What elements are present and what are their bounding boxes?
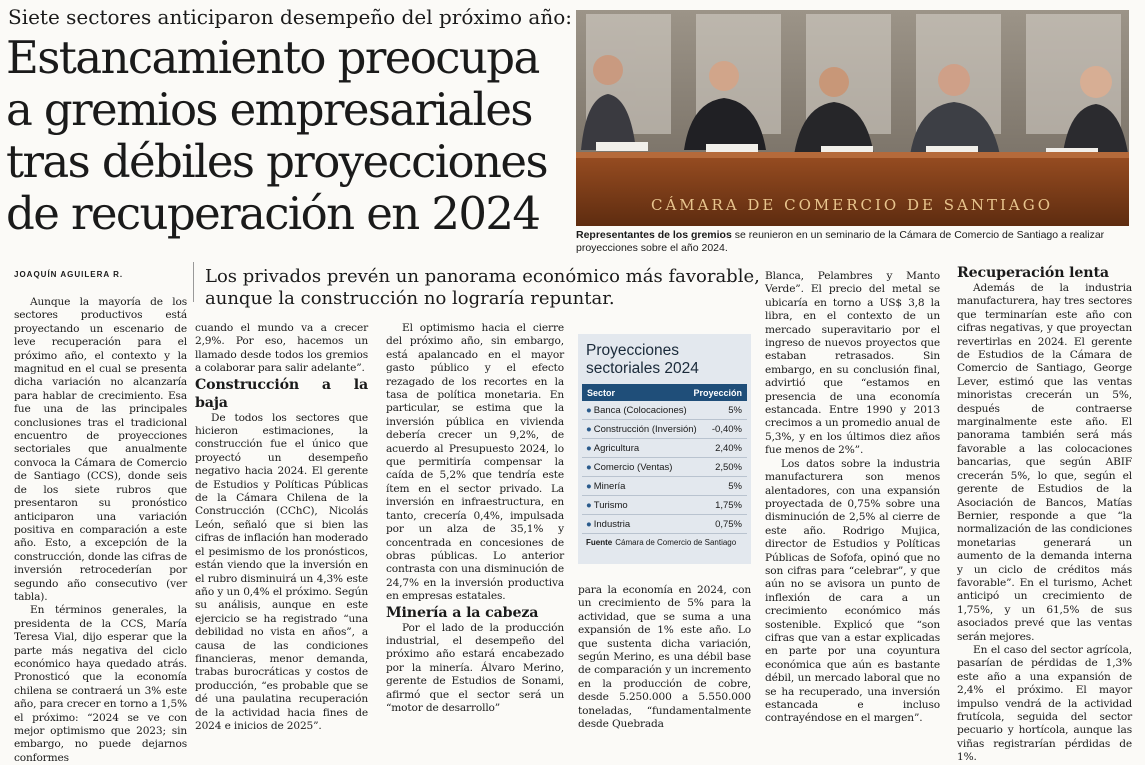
deck-divider bbox=[193, 262, 194, 302]
paragraph: En términos generales, la presidenta de la CCS, María Teresa Vial, dijo esperar que la parte más negativa del ciclo económico haya quedado atrás. Pronosticó que la economía chilena se contraerá un 3% este año, para crecer en torno a 1,5% el próximo: “2024 se ve con mejor optimismo que 2023; sin embargo, no puede dejarnos conformes bbox=[14, 604, 187, 764]
row-value: -0,40% bbox=[711, 423, 742, 435]
projections-table bbox=[578, 334, 751, 564]
column-2 bbox=[195, 322, 368, 733]
table-row bbox=[582, 401, 747, 420]
bullet-icon: ● bbox=[586, 461, 592, 473]
row-sector: Comercio (Ventas) bbox=[593, 461, 673, 473]
row-sector: Banca (Colocaciones) bbox=[593, 404, 687, 416]
paragraph: para la economía en 2024, con un crecimiento de 5% para la actividad, que se suma a una expansión de 1% este año. Lo que sustenta dicha variación, según Merino, es una débil base de comparación y un incremento en la producción de cobre, desde 5.250.000 a 5.550.000 toneladas, “fundamentalmente desde Quebrada bbox=[578, 584, 751, 731]
paragraph: El optimismo hacia el cierre del próximo año, sin embargo, está apalancado en el mayor gasto público y el efecto rezagado de los recortes en la tasa de política monetaria. En particular, se estima que la inversión pública en vivienda debería crecer un 9,2%, de acuerdo al Presupuesto 2024, lo que permitiría compensar la caída de 5,2% que tendría este ítem en el sector privado. La inversión en infraestructura, en tanto, crecería 0,4%, impulsada por un alza de 35,1% y concentrada en concesiones de obras públicas. Lo anterior contrasta con una disminución de 24,7% en la inversión productiva en empresas estatales. bbox=[386, 322, 564, 603]
source-text: Cámara de Comercio de Santiago bbox=[615, 538, 737, 547]
article-photo bbox=[576, 10, 1129, 226]
paragraph: De todos los sectores que hicieron estimaciones, la construcción fue el único que proyectó un desempeño negativo hacia 2024. El gerente de Estudios y Políticas Públicas de la Cámara Chilena de la Construcción (CChC), Nicolás León, señaló que si bien las cifras de inflación han moderado el pesimismo de los pronósticos, están viendo que la inversión en el rubro disminuirá un 4,3% este año y un 0,4% el próximo. Según su análisis, aunque en este ejercicio se ha registrado “una debilidad no vista en años”, a causa de las condiciones financieras, menor demanda, trabas burocráticas y costos de producción, “es probable que se dé una paulatina recuperación de la actividad hacia fines de 2024 e inicios de 2025”. bbox=[195, 411, 368, 732]
row-value: 5% bbox=[728, 480, 742, 492]
column-5 bbox=[765, 270, 940, 726]
table-title: Proyecciones sectoriales 2024 bbox=[586, 342, 699, 377]
byline: JOAQUÍN AGUILERA R. bbox=[14, 270, 124, 279]
panel-photo-illustration bbox=[576, 10, 1129, 226]
bullet-icon: ● bbox=[586, 423, 592, 435]
bullet-icon: ● bbox=[586, 499, 592, 511]
header-sector: Sector bbox=[587, 387, 616, 398]
photo-caption bbox=[576, 229, 1136, 255]
row-value: 5% bbox=[728, 404, 742, 416]
header-projection: Proyección bbox=[693, 387, 742, 398]
table-row bbox=[582, 420, 747, 439]
source-label: Fuente bbox=[586, 538, 613, 547]
paragraph: cuando el mundo va a crecer 2,9%. Por eso, hacemos un llamado desde todos los gremios a colaborar para salir adelante”. bbox=[195, 322, 368, 375]
paragraph: Aunque la mayoría de los sectores productivos está proyectando un escenario de leve recuperación para el próximo año, el contexto y la magnitud en el cual se presenta dicha variación no alcanzaría para hablar de crecimiento. Esa fue una de las principales conclusiones tras el tradicional encuentro de proyecciones sectoriales que anualmente convoca la Cámara de Comercio de Santiago (CCS), donde seis de los siete rubros que presentaron su pronóstico anticiparon una variación positiva en comparación a este año. Esto, a excepción de la construcción, donde las cifras de inversión retrocederían por segundo año consecutivo (ver tabla). bbox=[14, 296, 187, 603]
paragraph: Los datos sobre la industria manufacturera son menos alentadores, con una expansión proyectada de 0,75% sobre una disminución de 2,5% al cierre de este año. Rodrigo Mujica, director de Estudios y Políticas Públicas de Sofofa, opinó que no son cifras para “celebrar”, y que aún no se avisora un punto de inflexión de cara a un crecimiento económico más sostenible. Explicó que “son cifras que van a estar explicadas en parte por una coyuntura económica que aún es bastante débil, un mercado laboral que no se ha recuperado, una inversión estancada e incluso contrayéndose en el margen”. bbox=[765, 457, 940, 725]
column-3 bbox=[386, 322, 564, 715]
paragraph: Blanca, Pelambres y Manto Verde”. El precio del metal se ubicaría en torno a US$ 3,8 la libra, en el contexto de un mercado superavitario por el ingreso de nuevos proyectos que estaban retrasados. Sin embargo, en su conclusión final, advirtió que “estamos en presencia de una economía estancada. Entre 1990 y 2013 crecimos a un promedio anual de 5,3%, y en los últimos diez años fue menos de 2%”. bbox=[765, 270, 940, 457]
row-sector: Construcción (Inversión) bbox=[593, 423, 697, 435]
table-source bbox=[582, 538, 747, 547]
paragraph: Por el lado de la producción industrial, el desempeño del próximo año estará encabezado por la minería. Álvaro Merino, gerente de Estudios de Sonami, afirmó que el sector será un “motor de desarrollo” bbox=[386, 621, 564, 714]
bullet-icon: ● bbox=[586, 518, 592, 530]
column-6 bbox=[957, 264, 1132, 765]
subheading-mineria: Minería a la cabeza bbox=[386, 604, 539, 621]
table-row bbox=[582, 439, 747, 458]
table-row bbox=[582, 477, 747, 496]
caption-lead: Representantes de los gremios bbox=[576, 229, 732, 241]
row-sector: Industria bbox=[593, 518, 631, 530]
row-value: 1,75% bbox=[715, 499, 742, 511]
table-header bbox=[582, 384, 747, 401]
banner-text: CÁMARA DE COMERCIO DE SANTIAGO bbox=[650, 196, 1054, 214]
subheading-construccion: Construcción a la baja bbox=[195, 376, 368, 411]
bullet-icon: ● bbox=[586, 480, 592, 492]
caption-text: se reunieron en un seminario de la Cámara de Comercio de Santiago a realizar proyecciones sobre el año 2024. bbox=[576, 229, 1105, 254]
row-sector: Turismo bbox=[593, 499, 628, 511]
row-value: 2,50% bbox=[715, 461, 742, 473]
bullet-icon: ● bbox=[586, 404, 592, 416]
column-1 bbox=[14, 296, 187, 765]
paragraph: En el caso del sector agrícola, pasarían de pérdidas de 1,3% este año a una expansión de 2,4% el próximo. El mayor impulso vendrá de la actividad frutícola, seguida del sector pecuario y hortícola, aunque las viñas registrarían pérdidas de 1%. bbox=[957, 643, 1132, 764]
paragraph: Además de la industria manufacturera, hay tres sectores que terminarían este año con cifras negativas, y que proyectan revertirlas en 2024. El gerente de Estudios de la Cámara de Comercio de Santiago, George Lever, estimó que las ventas minoristas crecerán un 5%, después de contraerse marginalmente este año. El panorama también será más favorable a las colocaciones bancarias, que según ABIF crecerán 5%, lo que, según el gerente de Estudios de la Asociación de Bancos, Matías Bernier, responde a que “la normalización de las condiciones monetarias generará un aumento de la demanda interna y un ciclo de créditos más favorable”. En el turismo, Achet anticipó un crecimiento de 1,75%, y un 61,5% de sus asociados prevé que las ventas serán mejores. bbox=[957, 282, 1132, 643]
row-sector: Agricultura bbox=[593, 442, 640, 454]
row-value: 2,40% bbox=[715, 442, 742, 454]
bullet-icon: ● bbox=[586, 442, 592, 454]
subheading-recuperacion: Recuperación lenta bbox=[957, 265, 1109, 281]
column-4 bbox=[578, 584, 751, 731]
table-row bbox=[582, 496, 747, 515]
table-row bbox=[582, 458, 747, 477]
article-deck: Los privados prevén un panorama económico más favorable, aunque la construcción no lograría repuntar. bbox=[205, 266, 760, 309]
row-value: 0,75% bbox=[715, 518, 742, 530]
article-kicker: Siete sectores anticiparon desempeño del próximo año: bbox=[8, 5, 573, 29]
article-headline: Estancamiento preocupa a gremios empresariales tras débiles proyecciones de recuperación en 2024 bbox=[6, 31, 547, 240]
table-row bbox=[582, 515, 747, 534]
row-sector: Minería bbox=[593, 480, 626, 492]
